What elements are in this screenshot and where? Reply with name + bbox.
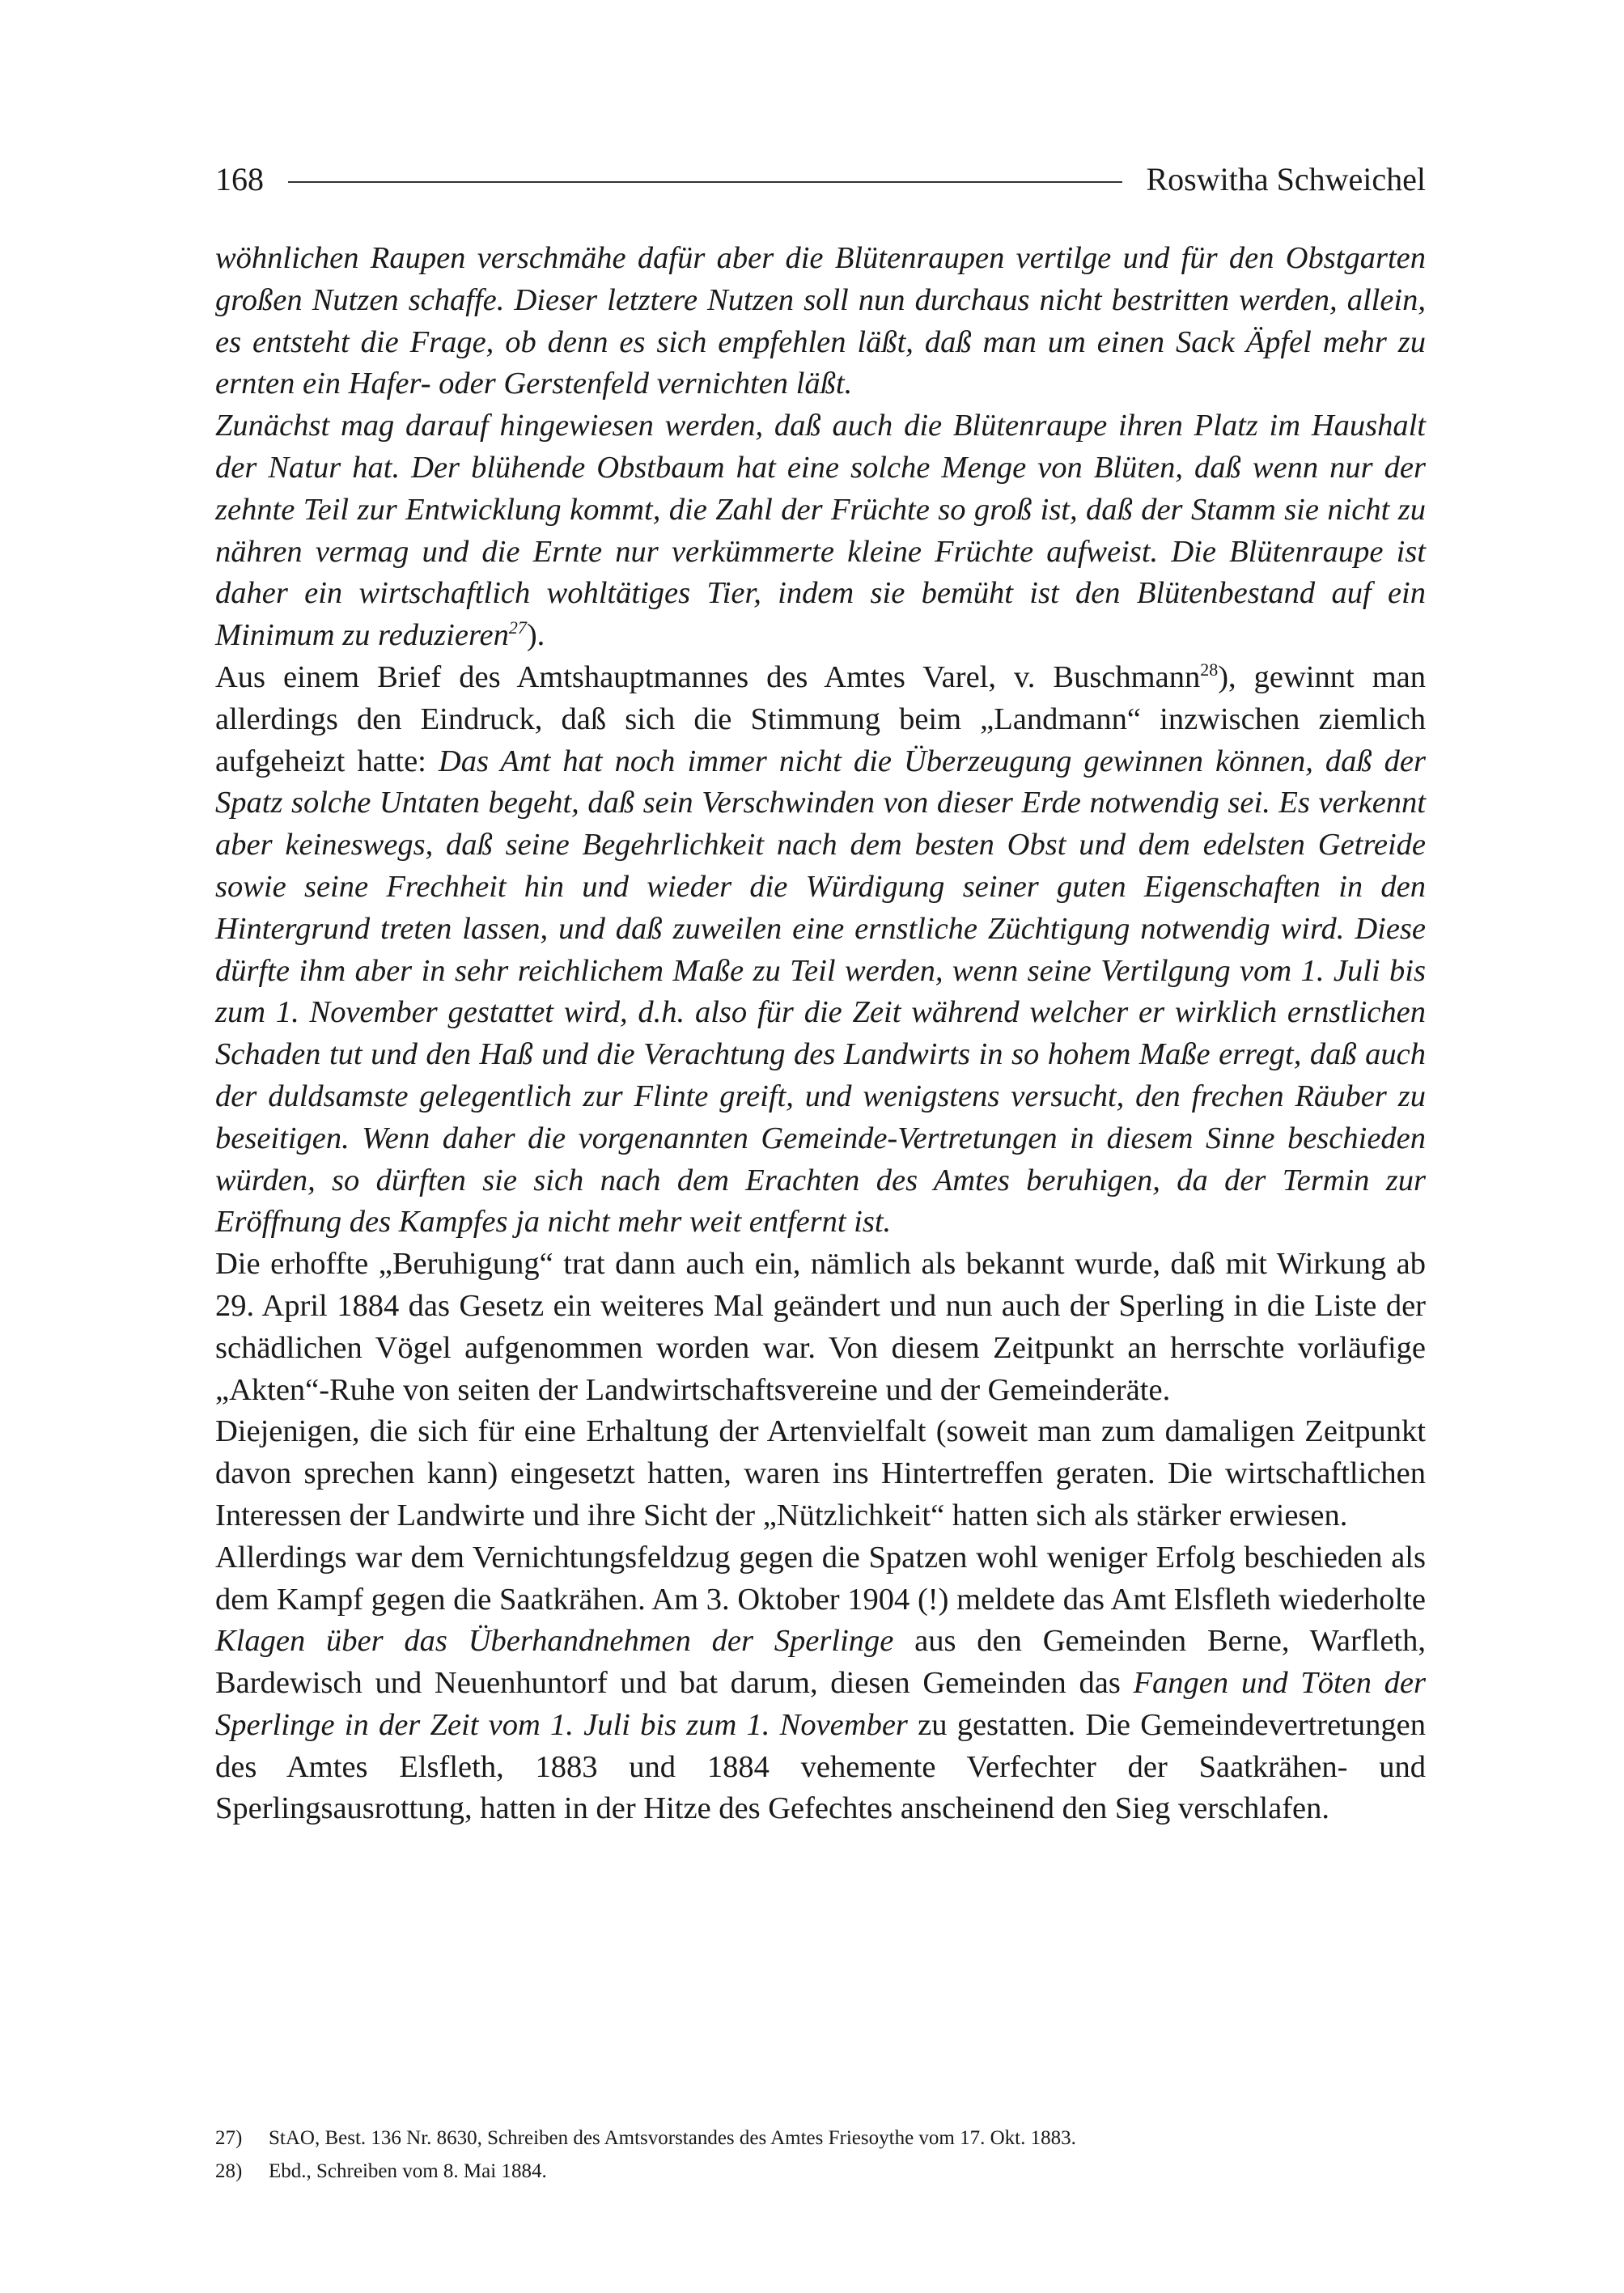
body-text [215, 238, 1426, 1830]
paragraph-text: Die erhoffte „Beruhigung“ trat dann auch ein, nämlich als bekannt wurde, daß mit Wirkung ab 29. April 1884 das Gesetz ein weiteres Mal geändert und nun auch der Sperling in die Liste der schädlichen Vögel aufgenommen worden war. Von diesem Zeitpunkt an herrschte vorläufige „Akten“-Ruhe von seiten der Landwirtschaftsvereine und der Gemeinderäte. [215, 1247, 1426, 1407]
header-rule [288, 181, 1122, 183]
quote-text: Fangen und Töten der Sperlinge in der Zeit vom 1. Juli bis zum 1. November [215, 1666, 1427, 1742]
quote-text: Zunächst mag darauf hingewiesen werden, daß auch die Blütenraupe ihren Platz im Haushalt der Natur hat. Der blühende Obstbaum hat eine solche Menge von Blüten, daß wenn nur der zehnte Teil zur Entwicklung kommt, die Zahl der Früchte so groß ist, daß der Stamm sie nicht zu nähren vermag und die Ernte nur verkümmerte kleine Früchte aufweist. Die Blütenraupe ist daher ein wirtschaftlich wohltätiges Tier, indem sie bemüht ist den Blütenbestand auf ein Minimum zu reduzieren [215, 409, 1426, 653]
paragraph-text: aus den Gemeinden Berne, Warfleth, Bardewisch und Neuenhuntorf und bat darum, diesen Gemeinden das [215, 1624, 1426, 1701]
paragraph-text: ), gewinnt man allerdings den Eindruck, daß sich die Stimmung beim „Landmann“ inzwischen ziemlich aufgeheizt hatte: [215, 659, 1427, 778]
paragraph-4 [215, 1244, 1426, 1411]
quote-text: Klagen über das Überhandnehmen der Sperlinge [215, 1624, 894, 1659]
page-number: 168 [215, 161, 264, 197]
footnote-28 [215, 2155, 1426, 2188]
quote-text: wöhnlichen Raupen verschmähe dafür aber die Blütenraupen vertilge und für den Obstgarten großen Nutzen schaffe. Dieser letztere Nutzen soll nun durchaus nicht bestritten werden, allein, es entsteht die Frage, ob denn es sich empfehlen läßt, daß man um einen Sack Äpfel mehr zu ernten ein Hafer- oder Gerstenfeld vernichten läßt. [215, 241, 1426, 401]
footnote-text: Ebd., Schreiben vom 8. Mai 1884. [269, 2160, 547, 2182]
running-head [215, 159, 1426, 201]
paragraph-text: Diejenigen, die sich für eine Erhaltung der Artenvielfalt (soweit man zum damaligen Zeitpunkt davon sprechen kann) eingesetzt hatten, waren ins Hintertreffen geraten. Die wirtschaftlichen Interessen der Landwirte und ihre Sicht der „Nützlichkeit“ hatten sich als stärker erwiesen. [215, 1414, 1426, 1532]
paragraph-5 [215, 1411, 1426, 1536]
paragraph-6 [215, 1537, 1426, 1831]
paragraph-text: zu gestatten. Die Gemeindevertretungen des Amtes Elsfleth, 1883 und 1884 vehemente Verfechter der Saatkrähen- und Sperlingsausrottung, hatten in der Hitze des Gefechtes anscheinend den Sieg verschlafen. [215, 1707, 1427, 1826]
footnote-number: 27) [215, 2127, 243, 2149]
footnote-27 [215, 2121, 1426, 2155]
paragraph-text: Aus einem Brief des Amtshauptmannes des Amtes Varel, v. Buschmann [215, 659, 1201, 694]
running-head-author: Roswitha Schweichel [1146, 161, 1426, 197]
paragraph-quote-2 [215, 405, 1426, 657]
footnote-text: StAO, Best. 136 Nr. 8630, Schreiben des Amtsvorstandes des Amtes Friesoythe vom 17. Okt. 1883. [269, 2127, 1076, 2149]
footnote-ref-28[interactable]: 28 [1200, 659, 1219, 680]
paragraph-quote-1 [215, 238, 1426, 405]
paragraph-3 [215, 657, 1426, 1244]
paragraph-text: Allerdings war dem Vernichtungsfeldzug gegen die Spatzen wohl weniger Erfolg beschieden als dem Kampf gegen die Saatkrähen. Am 3. Oktober 1904 (!) meldete das Amt Elsfleth wiederholte [215, 1540, 1426, 1617]
page [215, 159, 1426, 1830]
closing-paren: ). [526, 618, 545, 653]
footnote-number: 28) [215, 2160, 243, 2182]
quote-text: Das Amt hat noch immer nicht die Überzeugung gewinnen können, daß der Spatz solche Untaten begeht, daß sein Verschwinden von dieser Erde notwendig sei. Es verkennt aber keineswegs, daß seine Begehrlichkeit nach dem besten Obst und dem edelsten Getreide sowie seine Frechheit hin und wieder die Würdigung seiner guten Eigenschaften in den Hintergrund treten lassen, und daß zuweilen eine ernstliche Züchtigung notwendig wird. Diese dürfte ihm aber in sehr reichlichem Maße zu Teil werden, wenn seine Vertilgung vom 1. Juli bis zum 1. November gestattet wird, d.h. also für die Zeit während welcher er wirklich ernstlichen Schaden tut und den Haß und die Verachtung des Landwirts in so hohem Maße erregt, daß auch der duldsamste gelegentlich zur Flinte greift, und wenigstens versucht, den frechen Räuber zu beseitigen. Wenn daher die vorgenannten Gemeinde-Vertretungen in diesem Sinne beschieden würden, so dürften sie sich nach dem Erachten des Amtes beruhigen, da der Termin zur Eröffnung des Kampfes ja nicht mehr weit entfernt ist. [215, 744, 1426, 1240]
footnote-ref-27[interactable]: 27 [508, 617, 527, 638]
footnotes [215, 2121, 1426, 2188]
